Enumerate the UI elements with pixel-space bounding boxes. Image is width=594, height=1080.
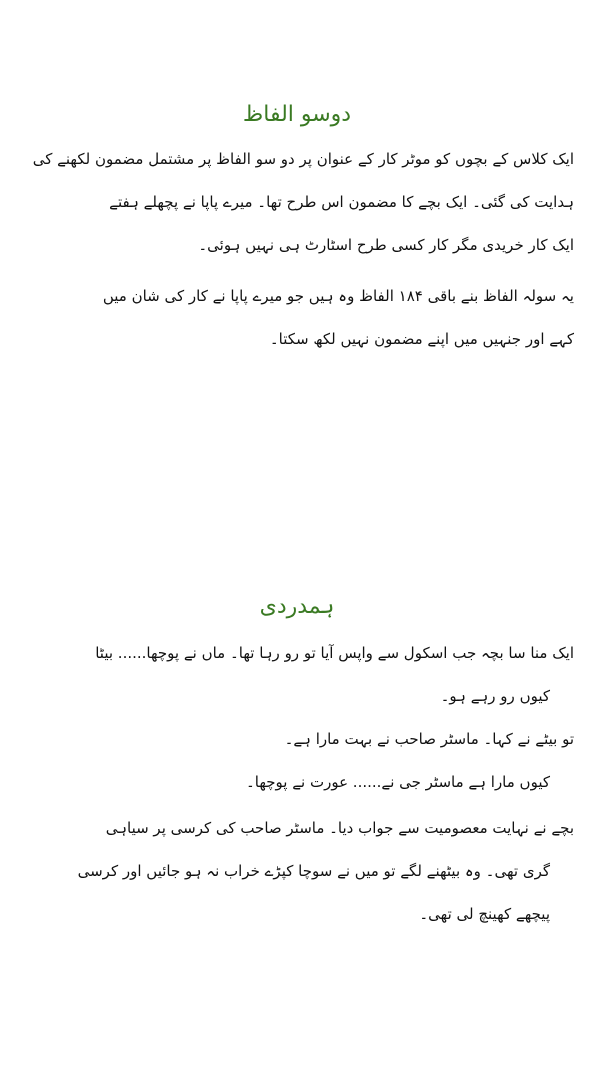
story2-line-2: کیوں رو رہے ہو۔ (440, 687, 550, 705)
story1-line-5: کہے اور جنہیں میں اپنے مضمون نہیں لکھ سکتا۔ (269, 330, 574, 348)
story1-line-3: ایک کار خریدی مگر کار کسی طرح اسٹارٹ ہی نہیں ہوئی۔ (198, 236, 574, 254)
story2-line-7: پیچھے کھینچ لی تھی۔ (419, 905, 550, 923)
story1-title: دوسو الفاظ (242, 102, 352, 127)
story1-line-4: یہ سولہ الفاظ بنے باقی ۱۸۴ الفاظ وہ ہیں جو میرے پاپا نے کار کی شان میں (102, 287, 574, 305)
story1-line-1: ایک کلاس کے بچوں کو موٹر کار کے عنوان پر دو سو الفاظ پر مشتمل مضمون لکھنے کی (32, 150, 574, 168)
story2-line-1: ایک منا سا بچہ جب اسکول سے واپس آیا تو رو رہا تھا۔ ماں نے پوچھا...... بیٹا (95, 644, 574, 662)
story1-line-2: ہدایت کی گئی۔ ایک بچے کا مضمون اس طرح تھا۔ میرے پاپا نے پچھلے ہفتے (109, 193, 574, 211)
story2-line-3: تو بیٹے نے کہا۔ ماسٹر صاحب نے بہت مارا ہے۔ (284, 730, 574, 748)
story2-line-6: گری تھی۔ وہ بیٹھنے لگے تو میں نے سوچا کپڑے خراب نہ ہو جائیں اور کرسی (77, 862, 550, 880)
story2-line-4: کیوں مارا ہے ماسٹر جی نے...... عورت نے پوچھا۔ (246, 773, 550, 791)
story2-line-5: بچے نے نہایت معصومیت سے جواب دیا۔ ماسٹر صاحب کی کرسی پر سیاہی (105, 819, 574, 837)
story2-title: ہمدردی (259, 594, 335, 619)
